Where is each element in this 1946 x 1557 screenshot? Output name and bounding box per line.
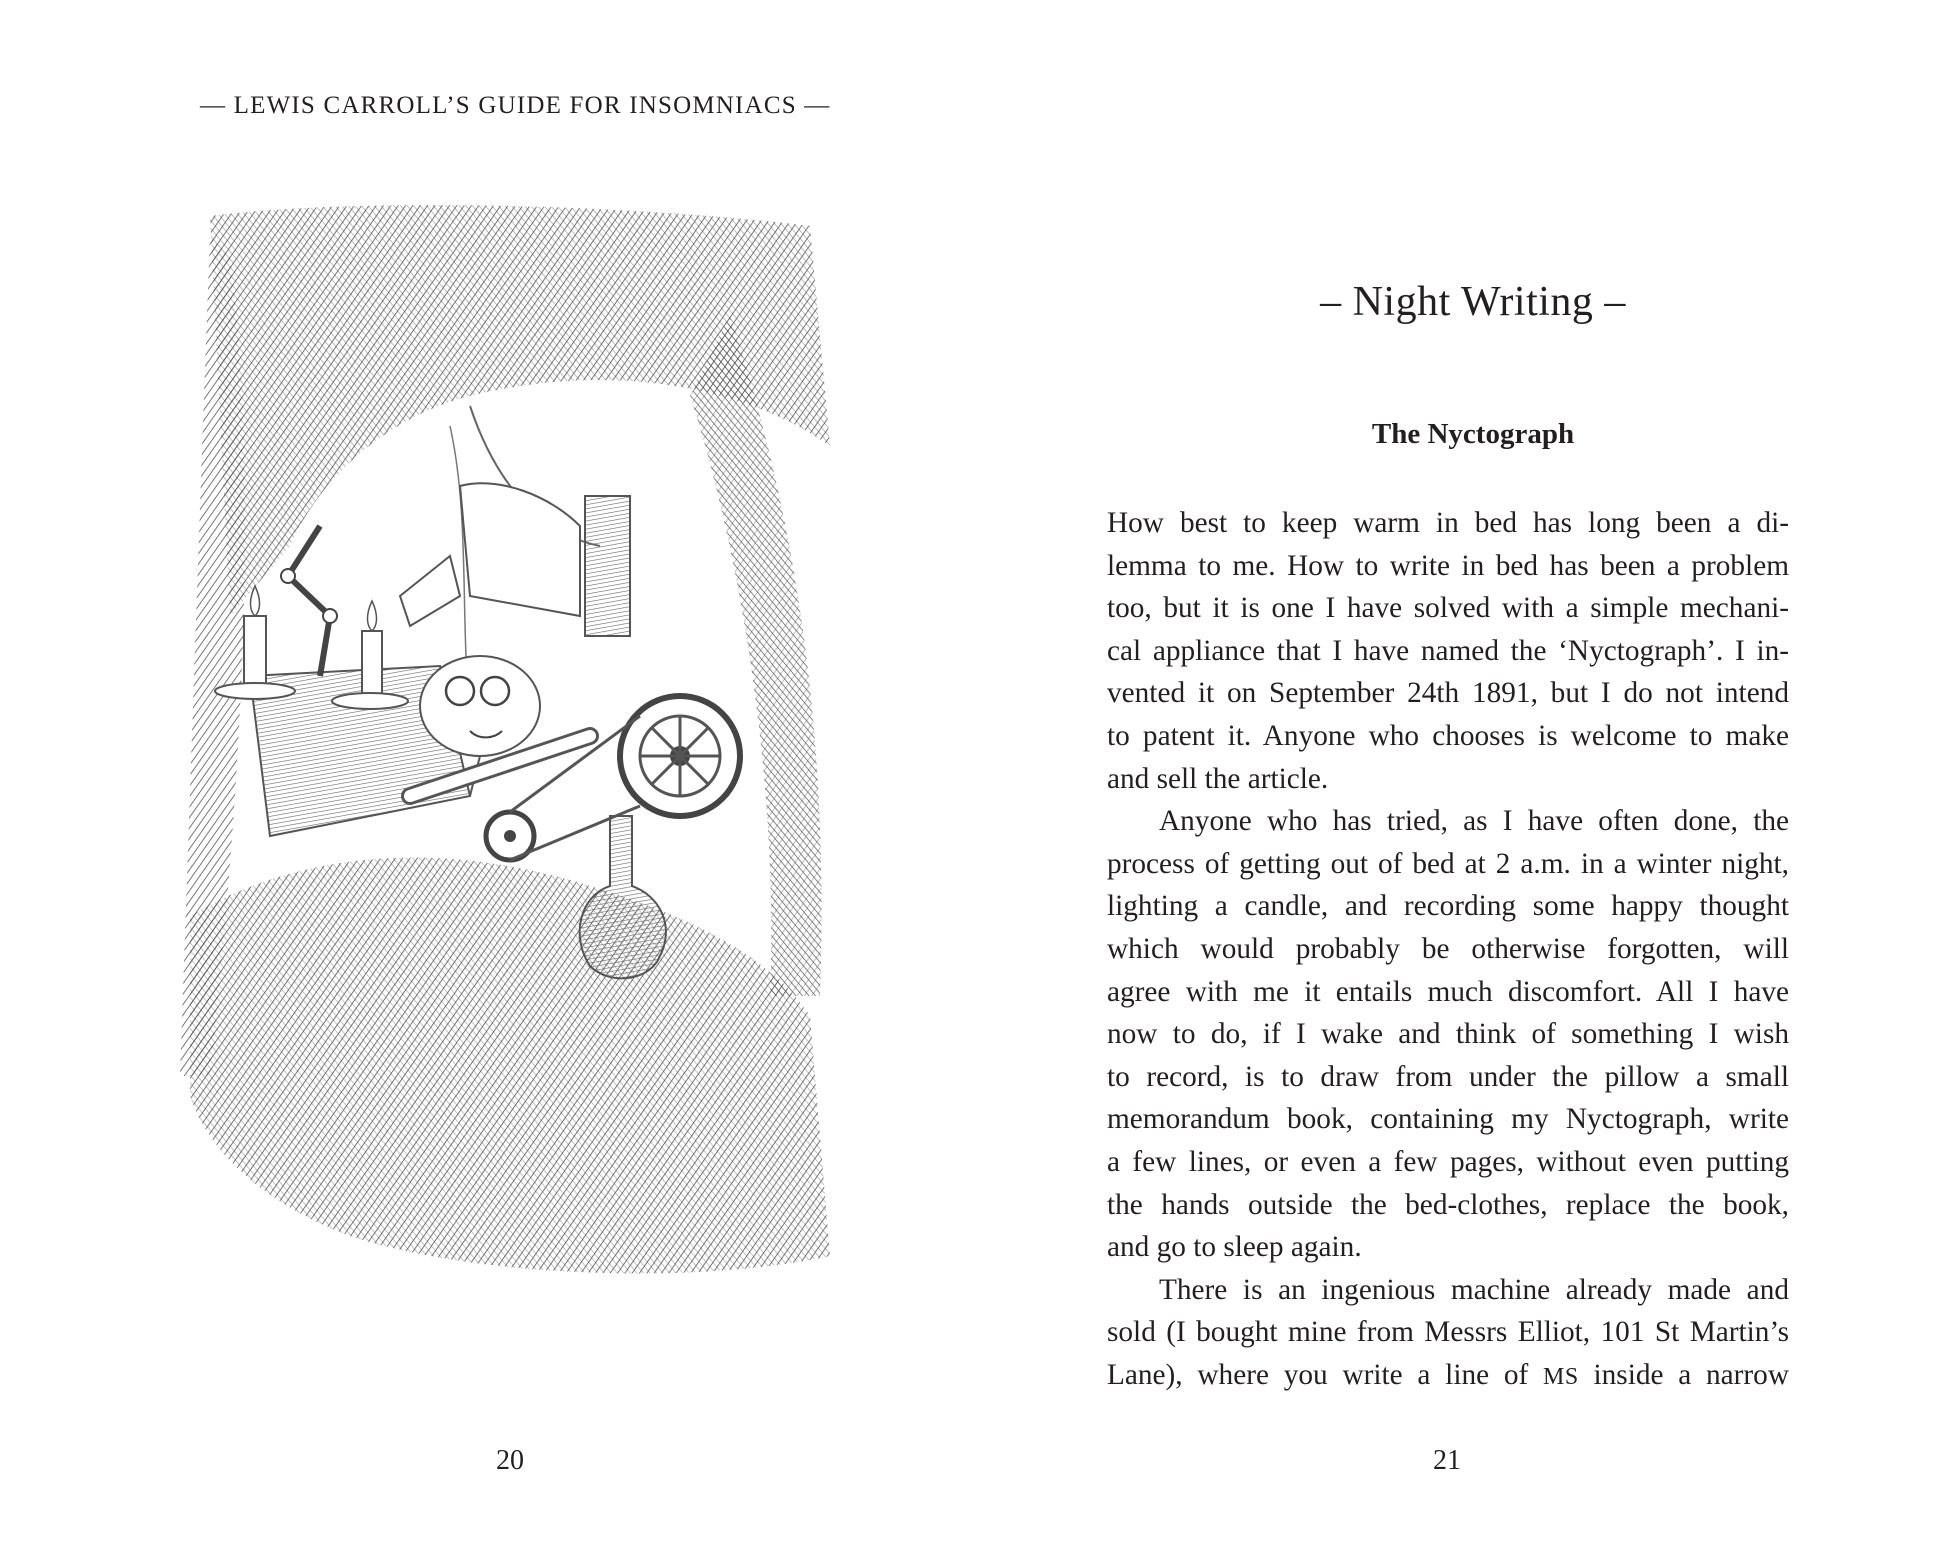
manuscript-abbreviation: MS [1543,1363,1579,1390]
page-number: 20 [496,1445,524,1476]
text-line: a few lines, or even a few pages, without even putting [1107,1145,1789,1178]
text-line: lighting a candle, and recording some happy thought [1107,890,1789,923]
text-line: the hands outside the bed-clothes, replace the book, [1107,1188,1789,1221]
text-line: cal appliance that I have named the ‘Nyctograph’. I in- [1107,634,1789,667]
text-line: Anyone who has tried, as I have often done, the [1159,805,1789,838]
text-run: Lane), where you write a line of [1107,1358,1544,1391]
right-page [973,0,1946,1557]
text-line: too, but it is one I have solved with a simple mechani- [1107,592,1789,625]
text-line: which would probably be otherwise forgotten, will [1107,932,1789,965]
section-title: The Nyctograph [1371,418,1575,450]
page-number: 21 [1433,1445,1461,1476]
text-line: vented it on September 24th 1891, but I do not intend [1107,677,1789,710]
chapter-title: – Night Writing – [1320,279,1626,325]
paragraph [1107,502,1789,800]
text-line: to record, is to draw from under the pillow a small [1107,1060,1789,1093]
text-line: How best to keep warm in bed has long been a di- [1107,507,1789,539]
running-head: — LEWIS CARROLL’S GUIDE FOR INSOMNIACS — [200,92,831,119]
text-line: lemma to me. How to write in bed has been a problem [1107,549,1789,582]
text-line: and sell the article. [1107,762,1329,795]
text-line: agree with me it entails much discomfort. All I have [1107,975,1789,1008]
text-line: sold (I bought mine from Messrs Elliot, 101 St Martin’s [1107,1316,1789,1349]
nyctograph-illustration [170,196,852,1298]
text-line: memorandum book, containing my Nyctograph, write [1107,1103,1789,1136]
paragraph [1107,800,1789,1269]
body-text [1107,502,1789,1396]
text-run: inside a narrow [1578,1358,1789,1391]
text-line: to patent it. Anyone who chooses is welcome to make [1107,719,1789,752]
text-line: now to do, if I wake and think of something I wish [1107,1018,1789,1051]
text-line: There is an ingenious machine already made and [1159,1273,1789,1306]
text-line: and go to sleep again. [1107,1231,1362,1264]
text-line [1107,1354,1789,1397]
paragraph [1107,1269,1789,1397]
text-line: process of getting out of bed at 2 a.m. in a winter night, [1107,847,1789,880]
